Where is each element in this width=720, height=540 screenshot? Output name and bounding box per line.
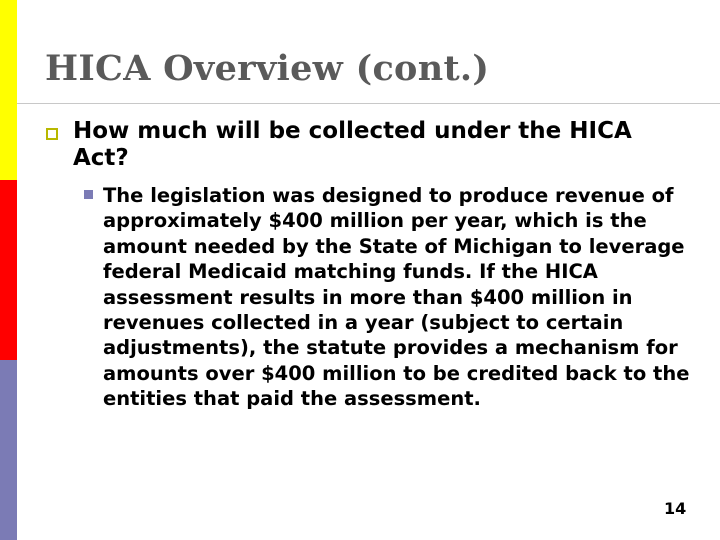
slide-title: HICA Overview (cont.) [45, 48, 490, 89]
filled-square-bullet-icon [84, 190, 93, 199]
sub-bullet-text: The legislation was designed to produce revenue of approximately $400 million per year, which is the amount needed by the State of Michigan to leverage federal Medicaid matching funds. If the HICA assessment results in more than $400 million in revenues collected in a year (subject to certain adjustments), the statute provides a mechanism for amounts over $400 million to be credited back to the entities that paid the assessment. [103, 184, 690, 411]
hollow-square-bullet-icon [46, 128, 58, 140]
page-number: 14 [664, 499, 687, 518]
side-bar-yellow [0, 0, 17, 180]
side-bar-purple [0, 360, 17, 540]
bullet-text: How much will be collected under the HICA Act? [73, 118, 632, 171]
side-bar-red [0, 180, 17, 360]
title-divider [17, 103, 720, 104]
